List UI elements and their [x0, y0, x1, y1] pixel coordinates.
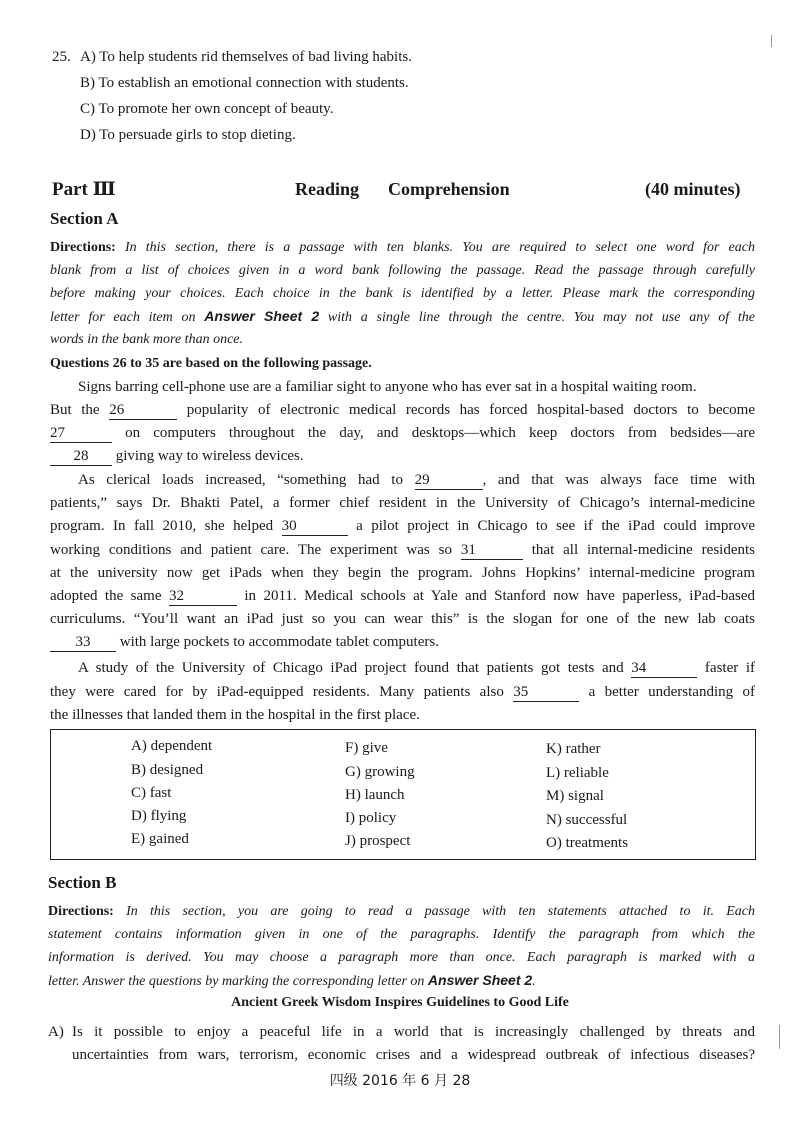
passage-line: the illnesses that landed them in the hospital in the first place.: [50, 707, 420, 723]
passage-line: [50, 681, 755, 704]
passage-line: [50, 631, 755, 654]
word-bank-option: C) fast: [131, 785, 172, 801]
section-a-heading: Section A: [50, 209, 119, 228]
directions-text: .: [532, 974, 536, 989]
passage-line: [50, 585, 755, 608]
scan-mark: [771, 35, 772, 47]
word-bank-option: J) prospect: [345, 833, 411, 849]
word-bank-option: H) launch: [345, 787, 405, 803]
passage-line: [78, 657, 755, 680]
word-bank-option: G) growing: [345, 764, 415, 780]
answer-sheet-ref: Answer Sheet 2: [427, 972, 533, 988]
passage-text: that all internal-medicine residents: [531, 542, 756, 558]
passage-text: adopted the same: [50, 588, 162, 604]
passage-line: curriculums. “You’ll want an iPad just so you can wear this” is the slogan for one of the new lab coats: [50, 611, 755, 627]
word-bank-option: L) reliable: [546, 765, 609, 781]
word-bank-option: I) policy: [345, 810, 397, 826]
passage-text: working conditions and patient care. The experiment was so: [50, 542, 452, 558]
passage-text: in 2011. Medical schools at Yale and Stanford now have paperless, iPad-based: [244, 588, 756, 604]
section-b-directions-line-3: information is derived. You may choose a paragraph more than once. Each paragraph is marked with a: [48, 950, 755, 965]
article-title: Ancient Greek Wisdom Inspires Guidelines to Good Life: [231, 995, 569, 1010]
part-time: (40 minutes): [645, 179, 741, 199]
word-bank-option: K) rather: [546, 741, 601, 757]
section-b-heading: Section B: [48, 873, 117, 892]
passage-text: they were cared for by iPad-equipped residents. Many patients also: [50, 684, 504, 700]
passage-line: Signs barring cell-phone use are a familiar sight to anyone who has ever sat in a hospital waiting room.: [78, 379, 697, 395]
part-title-reading: Reading: [295, 179, 360, 199]
directions-text: In this section, you are going to read a passage with ten statements attached to it. Each: [126, 904, 755, 919]
section-a-directions-line-1: [50, 236, 755, 259]
directions-label: Directions:: [48, 904, 114, 919]
paragraph-a-line: uncertainties from wars, terrorism, economic crises and a widespread outbreak of infectious diseases?: [72, 1047, 755, 1063]
word-bank-option: A) dependent: [131, 738, 213, 754]
section-a-directions-line-2: blank from a list of choices given in a word bank following the passage. Read the passage through carefully: [50, 263, 755, 278]
blank-28: 28: [50, 447, 112, 466]
questions-intro: Questions 26 to 35 are based on the following passage.: [50, 356, 372, 371]
passage-text: As clerical loads increased, “something had to: [78, 472, 403, 488]
passage-line: [50, 422, 755, 445]
word-bank-option: E) gained: [131, 831, 189, 847]
section-b-directions-line-4: [48, 969, 755, 993]
directions-text: In this section, there is a passage with ten blanks. You are required to select one word for each: [124, 240, 755, 255]
directions-text: letter for each item on: [50, 310, 196, 325]
q25-option-c: C) To promote her own concept of beauty.: [80, 101, 334, 117]
blank-32: 32: [169, 587, 237, 606]
section-a-directions-line-3: before making your choices. Each choice in the bank is identified by a letter. Please mark the corresponding: [50, 286, 755, 301]
word-bank-option: B) designed: [131, 762, 204, 778]
blank-26: 26: [109, 401, 177, 420]
question-25-number: 25.: [52, 49, 71, 65]
blank-33: 33: [50, 633, 116, 652]
passage-text: a pilot project in Chicago to see if the iPad could improve: [356, 518, 756, 534]
passage-text: But the: [50, 402, 100, 418]
blank-30: 30: [282, 517, 348, 536]
blank-35: 35: [513, 683, 579, 702]
scan-mark: [779, 1025, 780, 1049]
passage-line: patients,” says Dr. Bhakti Patel, a former chief resident in the University of Chicago’s internal-medicine: [50, 495, 755, 511]
blank-29: 29: [415, 471, 483, 490]
passage-text: with large pockets to accommodate tablet computers.: [119, 634, 439, 650]
section-b-directions-line-1: [48, 900, 755, 923]
blank-27: 27: [50, 424, 112, 443]
paragraph-a-line: Is it possible to enjoy a peaceful life in a world that is increasingly challenged by threats and: [72, 1024, 755, 1040]
passage-line: [78, 469, 755, 492]
passage-line: at the university now get iPads when they begin the program. Johns Hopkins’ internal-medicine program: [50, 565, 755, 581]
page-footer: 四级 2016 年 6 月 28: [329, 1073, 471, 1089]
directions-text: letter. Answer the questions by marking the corresponding letter on: [48, 974, 425, 989]
passage-text: on computers throughout the day, and desktops—which keep doctors from bedsides—are: [125, 425, 755, 441]
passage-text: faster if: [704, 660, 756, 676]
passage-text: a better understanding of: [588, 684, 755, 700]
passage-text: A study of the University of Chicago iPad project found that patients got tests and: [78, 660, 624, 676]
passage-line: [50, 445, 755, 468]
word-bank-option: M) signal: [546, 788, 604, 804]
passage-text: giving way to wireless devices.: [115, 448, 304, 464]
answer-sheet-ref: Answer Sheet 2: [204, 308, 320, 324]
passage-text: program. In fall 2010, she helped: [50, 518, 274, 534]
word-bank-option: N) successful: [546, 812, 628, 828]
word-bank-option: D) flying: [131, 808, 187, 824]
blank-34: 34: [631, 659, 697, 678]
part-title-comprehension: Comprehension: [388, 179, 510, 199]
q25-option-b: B) To establish an emotional connection with students.: [80, 75, 409, 91]
directions-label: Directions:: [50, 240, 116, 255]
word-bank-option: O) treatments: [546, 835, 629, 851]
q25-option-a: A) To help students rid themselves of bad living habits.: [80, 49, 412, 65]
section-a-directions-line-5: words in the bank more than once.: [50, 332, 243, 347]
word-bank-option: F) give: [345, 740, 388, 756]
section-a-directions-line-4: [50, 305, 755, 329]
part-label: Part Ⅲ: [52, 179, 116, 200]
passage-text: popularity of electronic medical records has forced hospital-based doctors to become: [186, 402, 756, 418]
paragraph-a-label: A): [48, 1024, 64, 1040]
passage-line: [50, 399, 755, 422]
passage-line: [50, 515, 755, 538]
word-bank: [50, 729, 756, 860]
blank-31: 31: [461, 541, 523, 560]
q25-option-d: D) To persuade girls to stop dieting.: [80, 127, 296, 143]
section-b-directions-line-2: statement contains information given in one of the paragraphs. Identify the paragraph from which the: [48, 927, 755, 942]
passage-line: [50, 539, 755, 562]
passage-text: , and that was always face time with: [482, 472, 755, 488]
directions-text: with a single line through the centre. You may not use any of the: [327, 310, 755, 325]
